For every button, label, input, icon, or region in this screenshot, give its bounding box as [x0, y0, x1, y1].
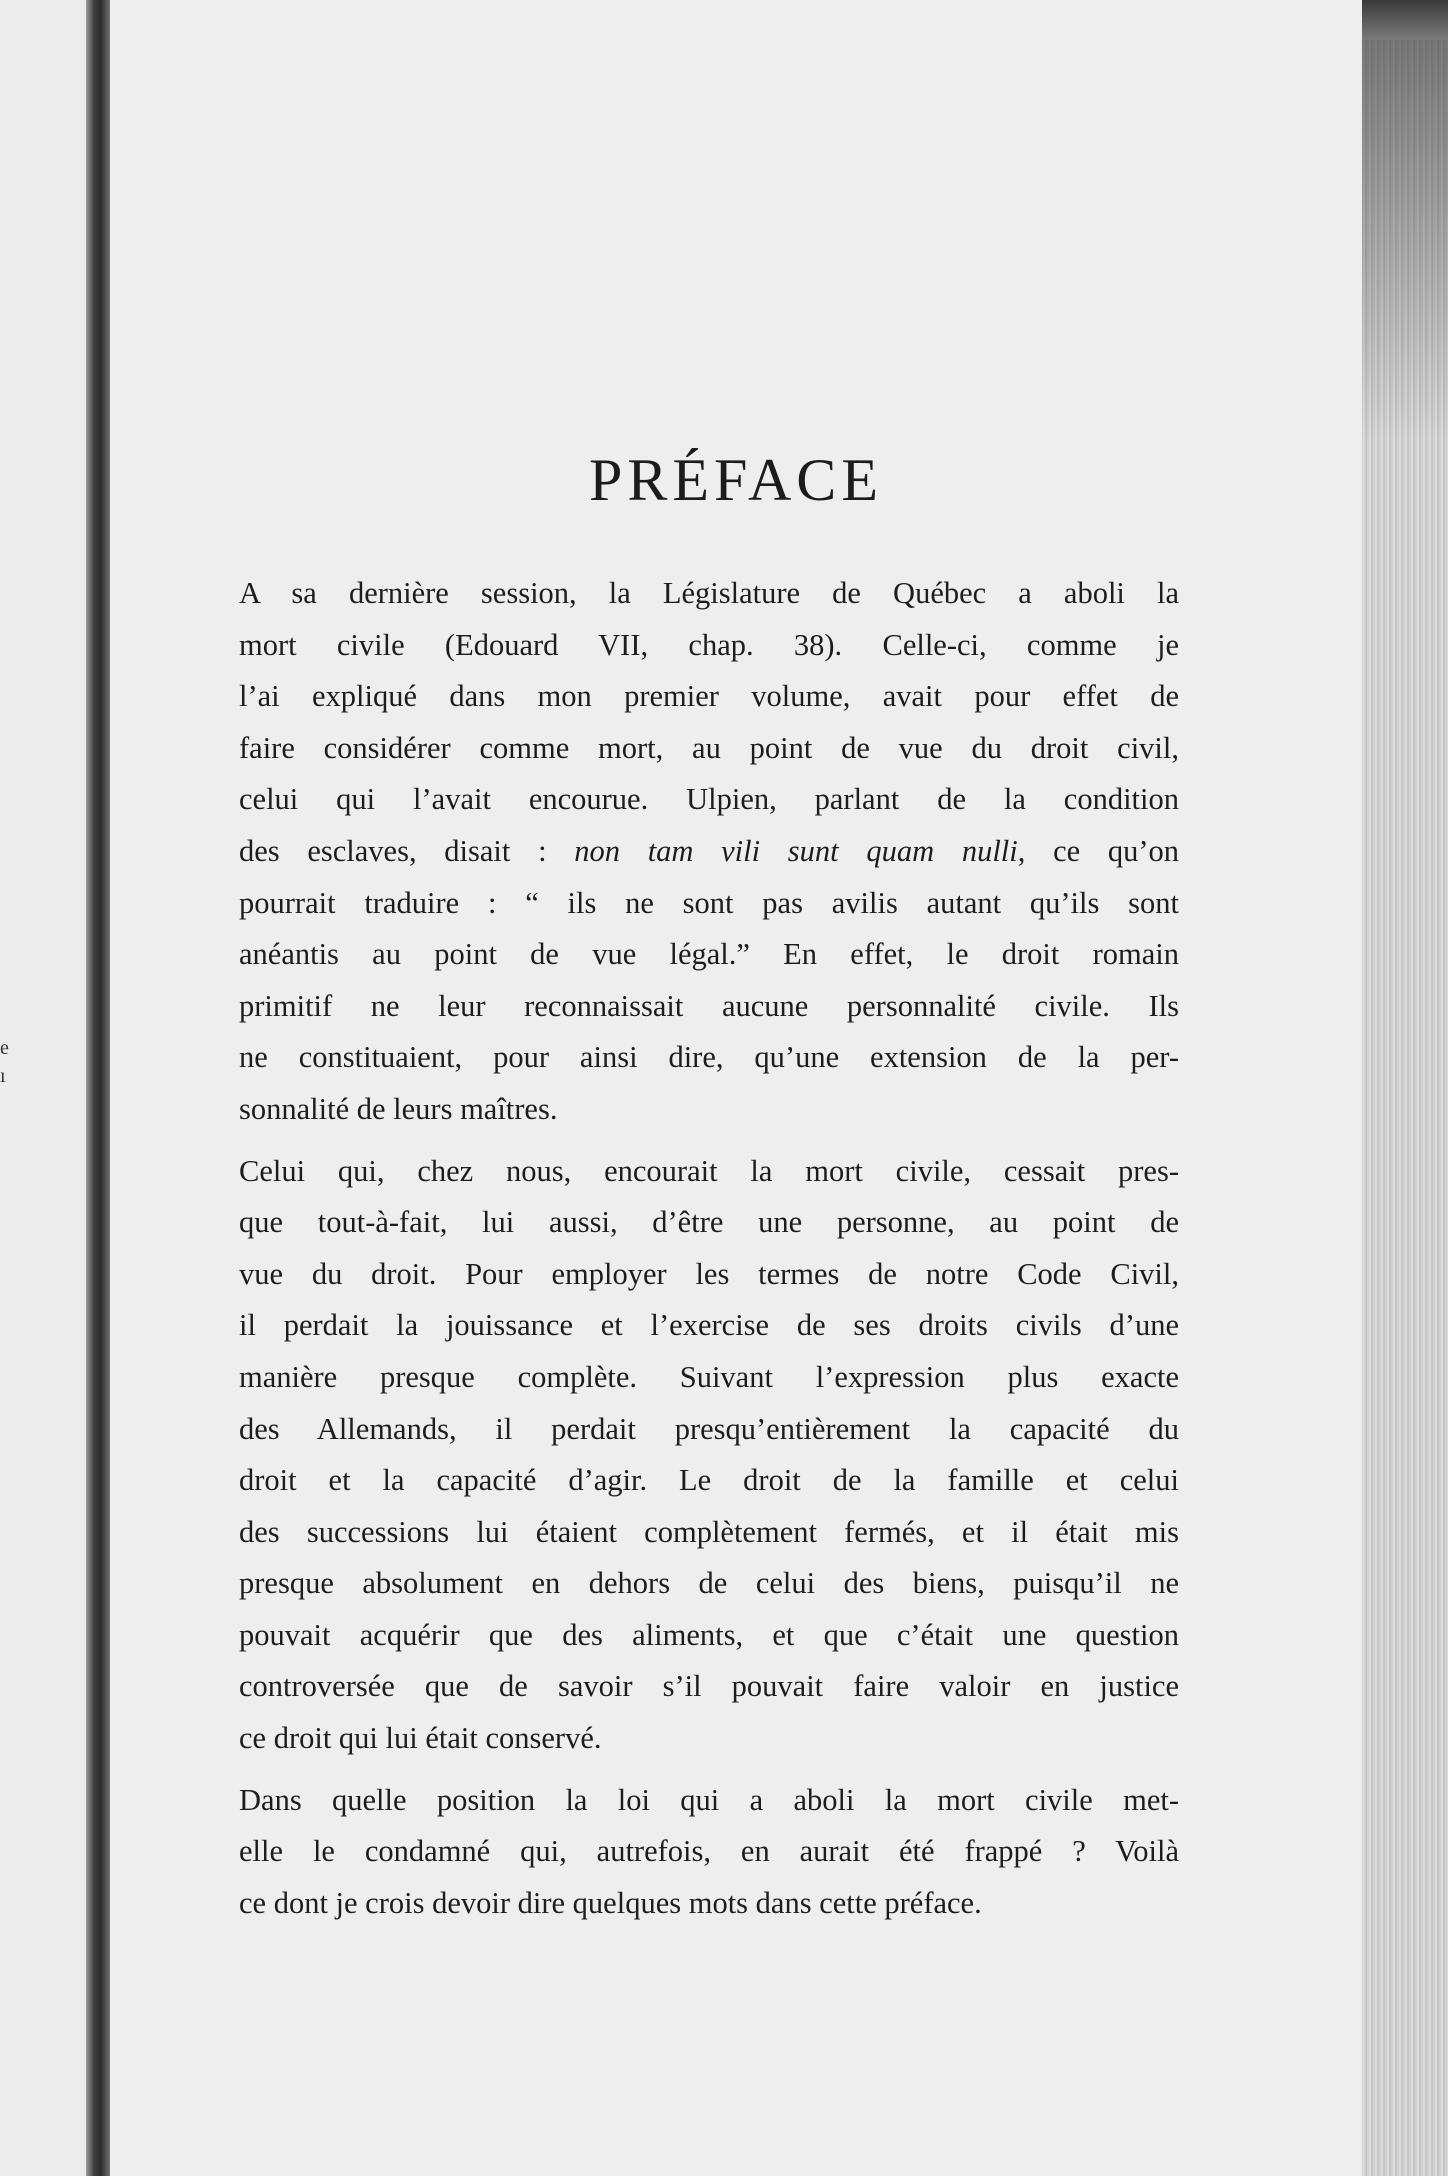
text-line: faire considérer comme mort, au point de vue du droit civil,	[239, 730, 1179, 765]
binding-gutter	[86, 0, 110, 2176]
text-line: vue du droit. Pour employer les termes de notre Code Civil,	[239, 1256, 1179, 1291]
text-line: anéantis au point de vue légal.” En effet, le droit romain	[239, 937, 1179, 972]
text-line: elle le condamné qui, autrefois, en aurait été frappé ? Voilà	[239, 1834, 1179, 1869]
text-line: des esclaves, disait : non tam vili sunt quam nulli, ce qu’on	[239, 833, 1180, 868]
page-title: PRÉFACE	[589, 447, 883, 513]
left-page-fragment: ı	[0, 1065, 6, 1087]
text-line: il perdait la jouissance et l’exercise de ses droits civils d’une	[239, 1308, 1179, 1343]
text-line: celui qui l’avait encourue. Ulpien, parlant de la condition	[239, 782, 1179, 817]
text-line: des successions lui étaient complètement fermés, et il était mis	[239, 1514, 1179, 1549]
text-line: ce dont je crois devoir dire quelques mots dans cette préface.	[239, 1885, 982, 1920]
text-line: ce droit qui lui était conservé.	[239, 1721, 602, 1756]
preface-text	[203, 568, 1179, 1939]
text-line: pouvait acquérir que des aliments, et que c’était une question	[239, 1617, 1179, 1652]
paragraph	[203, 568, 1179, 1136]
left-page-fragment: e	[0, 1037, 9, 1059]
paragraph	[203, 1146, 1179, 1765]
text-line: Celui qui, chez nous, encourait la mort civile, cessait pres-	[239, 1153, 1179, 1188]
text-line: des Allemands, il perdait presqu’entièrement la capacité du	[239, 1411, 1179, 1446]
text-line: Dans quelle position la loi qui a aboli la mort civile met-	[239, 1782, 1179, 1817]
text-line: sonnalité de leurs maîtres.	[239, 1091, 558, 1126]
text-line: l’ai expliqué dans mon premier volume, avait pour effet de	[239, 679, 1179, 714]
text-line: pourrait traduire : “ ils ne sont pas avilis autant qu’ils sont	[239, 885, 1179, 920]
text-line: mort civile (Edouard VII, chap. 38). Celle-ci, comme je	[239, 627, 1179, 662]
text-line: que tout-à-fait, lui aussi, d’être une personne, au point de	[239, 1205, 1179, 1240]
left-page-sliver	[0, 0, 86, 2176]
text-line: droit et la capacité d’agir. Le droit de la famille et celui	[239, 1463, 1179, 1498]
page-edges-shadow	[1362, 40, 1448, 440]
text-line: ne constituaient, pour ainsi dire, qu’une extension de la per-	[239, 1040, 1179, 1075]
text-line: presque absolument en dehors de celui des biens, puisqu’il ne	[239, 1566, 1179, 1601]
page-edges-top	[1362, 0, 1448, 40]
text-line: manière presque complète. Suivant l’expression plus exacte	[239, 1359, 1179, 1394]
text-line: controversée que de savoir s’il pouvait faire valoir en justice	[239, 1669, 1179, 1704]
text-line: primitif ne leur reconnaissait aucune personnalité civile. Ils	[239, 988, 1179, 1023]
paragraph	[203, 1775, 1179, 1930]
text-line: A sa dernière session, la Législature de Québec a aboli la	[239, 576, 1179, 610]
